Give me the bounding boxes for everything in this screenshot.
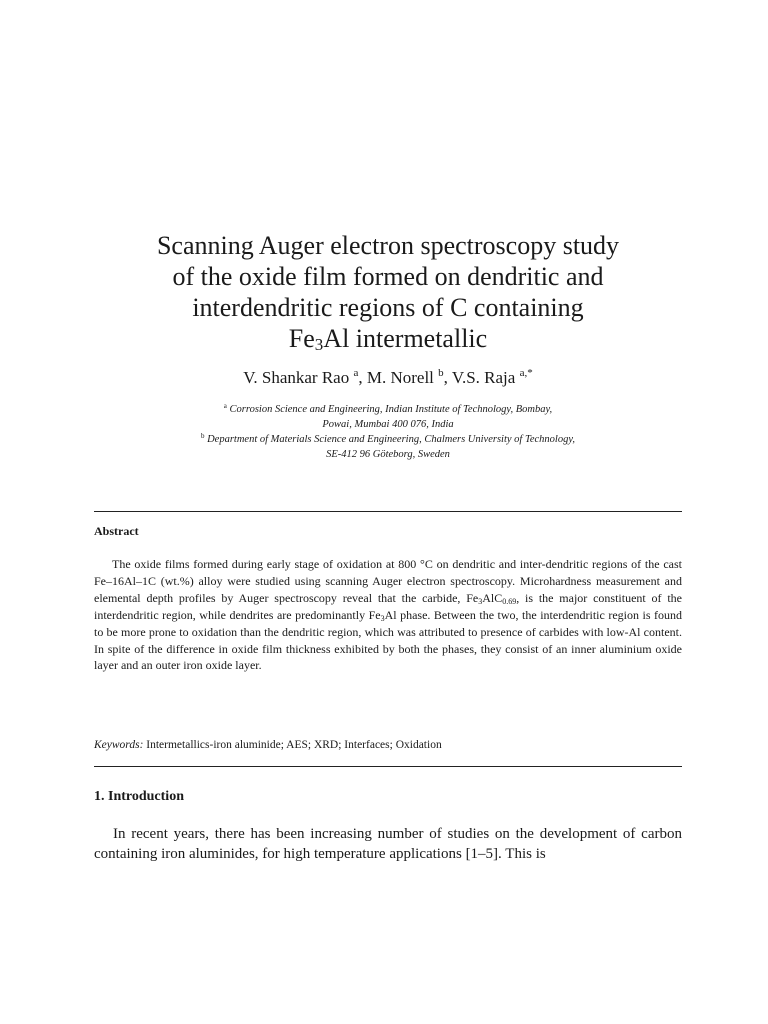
affiliation-mark: a [223,402,227,410]
title-line-4 [94,323,682,354]
author-name: V.S. Raja [451,368,516,387]
divider-bottom [94,766,682,767]
author-name: M. Norell [366,368,434,387]
abstract-text [94,556,682,674]
abstract-part: The oxide films formed during early stage of oxidation at 800 °C on dendritic and inter-dendritic regions of the cast Fe–16Al–1C (wt.%) alloy were studied using scanning Auger electron spectroscopy. Microhardness measurement and elemental depth profiles by Auger spectroscopy reveal that the carbide, Fe [94,557,682,605]
keywords-label: Keywords: [94,739,144,751]
affiliation-a-line-2: Powai, Mumbai 400 076, India [322,419,454,430]
affiliation-b-line-1 [94,432,682,447]
affiliation-a-line-1 [94,402,682,417]
author-separator: , [443,368,452,387]
affiliation-text: Department of Materials Science and Engineering, Chalmers University of Technology, [207,434,576,445]
abstract-subscript: 3 [380,613,385,623]
affiliation-mark: b [200,432,205,440]
section-heading: 1. Introduction [94,789,184,804]
title-subscript: 3 [314,335,324,354]
paper-title [94,230,682,354]
divider-top [94,511,682,512]
keywords-text: Intermetallics-iron aluminide; AES; XRD; Interfaces; Oxidation [146,739,442,751]
title-line-3: interdendritic regions of C containing [192,293,584,322]
author-name: V. Shankar Rao [243,368,350,387]
author-separator: , [358,368,367,387]
keywords [94,738,682,753]
introduction-text: In recent years, there has been increasing number of studies on the development of carbon containing iron aluminides, for high temperature applications [1–5]. This is [94,826,682,862]
title-line-2: of the oxide film formed on dendritic and [172,262,604,291]
abstract-subscript: 0.69 [502,596,517,606]
abstract-heading: Abstract [94,524,139,538]
abstract-part: Al phase. Between the two, the interdendritic region is found to be more prone to oxidation than the dendritic region, which was attributed to presence of carbides with low-Al content. In spite of the difference in oxide film thickness exhibited by both the phases, they consist of an inner aluminium oxide layer and an outer iron oxide layer. [94,607,682,673]
title-al: Al intermetallic [323,324,488,353]
affiliation-b-line-2: SE-412 96 Göteborg, Sweden [326,449,450,460]
abstract-part: AlC [482,590,503,605]
author-affiliation-mark: a [353,367,359,379]
title-line-1: Scanning Auger electron spectroscopy study [156,231,620,260]
affiliation-text: Corrosion Science and Engineering, Indian Institute of Technology, Bombay, [229,404,553,415]
author-affiliation-mark: b [438,367,444,379]
title-fe: Fe [288,324,315,353]
abstract-subscript: 3 [478,596,483,606]
abstract-part: , is the major constituent of the interdendritic region, while dendrites are predominantly Fe [94,590,683,622]
author-affiliation-mark: a,* [519,367,533,379]
author-list [94,367,682,389]
affiliations [94,402,682,462]
